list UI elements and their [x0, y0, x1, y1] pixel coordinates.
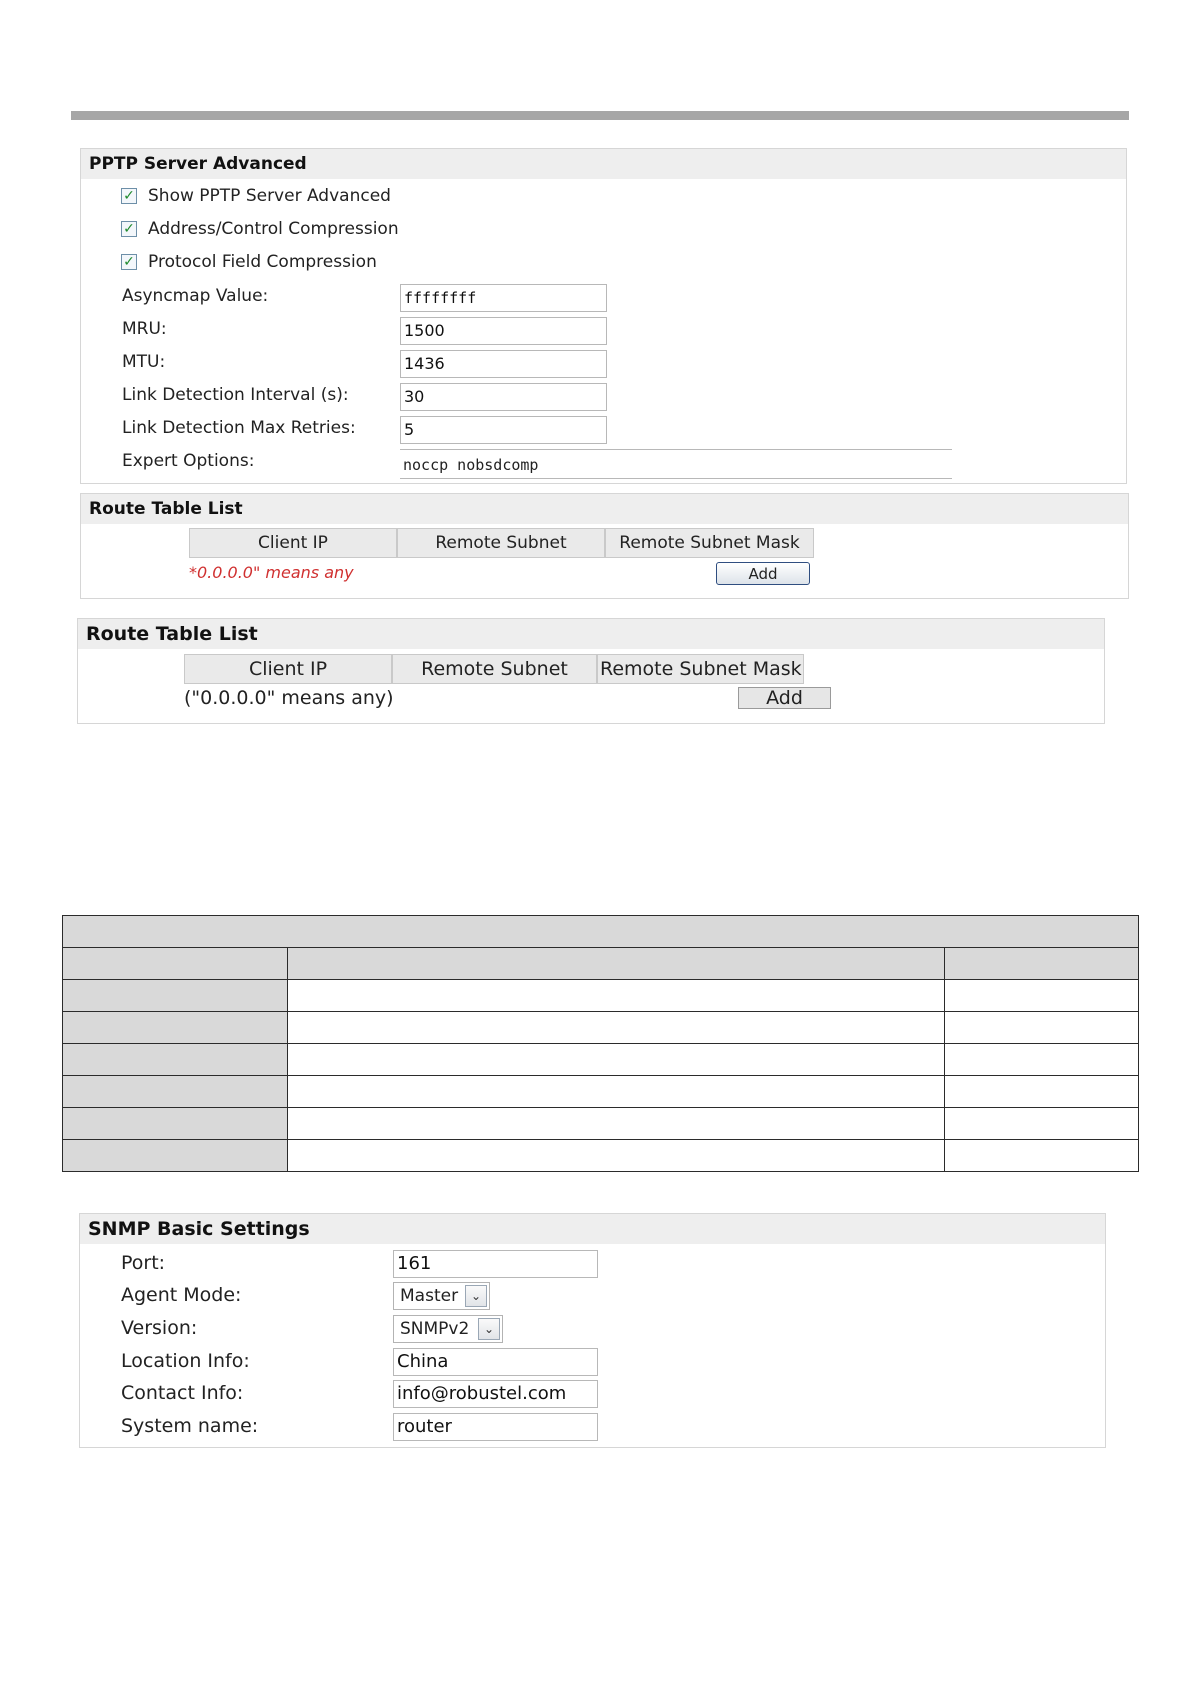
contact-info-label: Contact Info:	[121, 1382, 244, 1404]
panel-title: SNMP Basic Settings	[80, 1214, 1105, 1244]
location-info-input[interactable]: China	[393, 1348, 598, 1376]
panel-title: Route Table List	[81, 494, 1128, 524]
any-address-note: ("0.0.0.0" means any)	[184, 687, 394, 709]
location-info-label: Location Info:	[121, 1350, 250, 1372]
link-detection-interval-label: Link Detection Interval (s):	[122, 385, 349, 405]
column-header-remote-subnet: Remote Subnet	[397, 528, 605, 558]
system-name-input[interactable]: router	[393, 1413, 598, 1441]
link-detection-interval-input[interactable]: 30	[400, 383, 607, 411]
asyncmap-input[interactable]: ffffffff	[400, 284, 607, 312]
mtu-input[interactable]: 1436	[400, 350, 607, 378]
column-header-client-ip: Client IP	[189, 528, 397, 558]
checkbox-label: Show PPTP Server Advanced	[148, 186, 391, 206]
column-header-remote-subnet: Remote Subnet	[392, 654, 597, 684]
expert-options-input[interactable]: noccp nobsdcomp	[400, 449, 952, 479]
mtu-label: MTU:	[122, 352, 166, 372]
table-header-cell	[945, 948, 1139, 980]
any-address-note: *0.0.0.0" means any	[189, 563, 354, 582]
protocol-field-compression-checkbox[interactable]: ✓	[121, 254, 137, 270]
system-name-label: System name:	[121, 1415, 259, 1437]
address-control-compression-checkbox[interactable]: ✓	[121, 221, 137, 237]
address-control-compression-row[interactable]	[121, 218, 399, 240]
protocol-field-compression-row[interactable]	[121, 251, 377, 273]
table-header-cell	[288, 948, 945, 980]
parameter-table	[62, 915, 1139, 1172]
show-advanced-row[interactable]	[121, 185, 391, 207]
agent-mode-label: Agent Mode:	[121, 1284, 242, 1306]
table-header-cell	[63, 948, 288, 980]
port-label: Port:	[121, 1252, 166, 1274]
link-detection-max-retries-input[interactable]: 5	[400, 416, 607, 444]
chevron-down-icon[interactable]: ⌄	[465, 1285, 487, 1307]
column-header-remote-subnet-mask: Remote Subnet Mask	[597, 654, 804, 684]
mru-label: MRU:	[122, 319, 167, 339]
add-route-button[interactable]: Add	[738, 687, 831, 709]
contact-info-input[interactable]: info@robustel.com	[393, 1380, 598, 1408]
table-row	[63, 980, 1139, 1012]
link-detection-max-retries-label: Link Detection Max Retries:	[122, 418, 356, 438]
page-divider-bar	[71, 111, 1129, 120]
table-row	[63, 1108, 1139, 1140]
column-header-client-ip: Client IP	[184, 654, 392, 684]
version-label: Version:	[121, 1317, 198, 1339]
mru-input[interactable]: 1500	[400, 317, 607, 345]
table-row	[63, 1044, 1139, 1076]
port-input[interactable]: 161	[393, 1250, 598, 1278]
panel-title: PPTP Server Advanced	[81, 149, 1126, 179]
agent-mode-select[interactable]	[393, 1282, 490, 1310]
panel-title: Route Table List	[78, 619, 1104, 649]
agent-mode-value: Master	[400, 1286, 459, 1306]
table-row	[63, 1012, 1139, 1044]
table-row	[63, 1076, 1139, 1108]
chevron-down-icon[interactable]: ⌄	[478, 1318, 500, 1340]
checkbox-label: Protocol Field Compression	[148, 252, 377, 272]
version-value: SNMPv2	[400, 1319, 470, 1339]
version-select[interactable]	[393, 1315, 503, 1343]
column-header-remote-subnet-mask: Remote Subnet Mask	[605, 528, 814, 558]
table-row	[63, 1140, 1139, 1172]
asyncmap-label: Asyncmap Value:	[122, 286, 269, 306]
show-advanced-checkbox[interactable]: ✓	[121, 188, 137, 204]
add-route-button[interactable]: Add	[716, 562, 810, 585]
expert-options-label: Expert Options:	[122, 451, 255, 471]
checkbox-label: Address/Control Compression	[148, 219, 399, 239]
table-title-cell	[63, 916, 1139, 948]
